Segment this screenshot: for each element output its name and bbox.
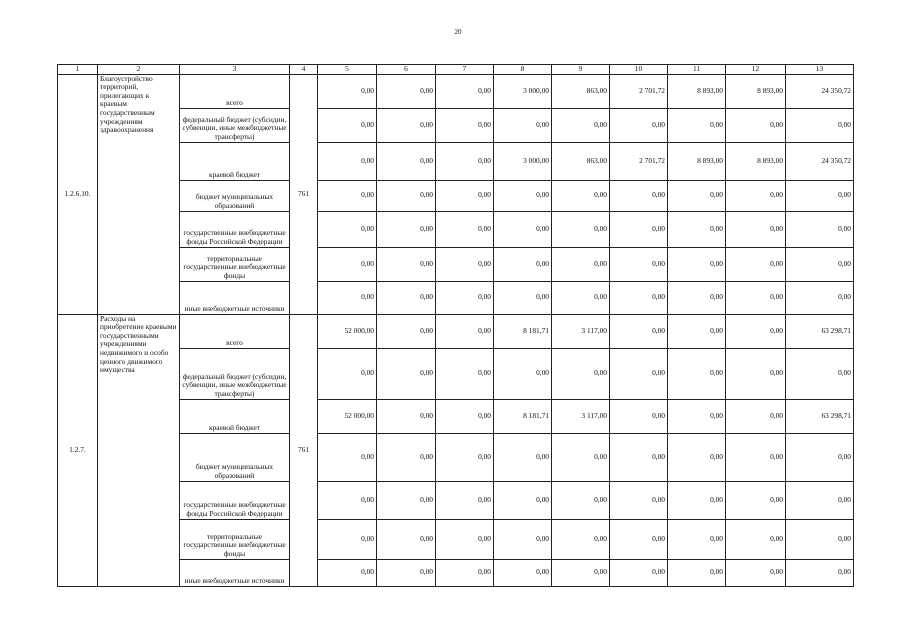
funding-source: территориальные государственные внебюджетные фонды (180, 247, 290, 281)
value-cell: 0,00 (318, 281, 377, 314)
value-cell: 0,00 (610, 211, 668, 247)
column-header: 5 (318, 65, 377, 75)
value-cell: 0,00 (318, 211, 377, 247)
value-cell: 0,00 (494, 433, 552, 481)
value-cell: 0,00 (436, 559, 494, 586)
value-cell: 0,00 (668, 211, 726, 247)
value-cell: 0,00 (318, 519, 377, 559)
value-cell: 0,00 (436, 399, 494, 433)
value-cell: 2 701,72 (610, 142, 668, 180)
column-header: 10 (610, 65, 668, 75)
funding-source: всего (180, 74, 290, 108)
value-cell: 0,00 (377, 74, 436, 108)
value-cell: 0,00 (494, 180, 552, 211)
value-cell: 2 701,72 (610, 74, 668, 108)
value-cell: 0,00 (377, 481, 436, 519)
column-header: 1 (58, 65, 98, 75)
value-cell: 8 181,71 (494, 314, 552, 348)
value-cell: 63 298,71 (786, 314, 854, 348)
section-name: Расходы на приобретение краевыми государственными учреждениями недвижимого и особо ценного движимого имущества (98, 314, 180, 586)
value-cell: 0,00 (436, 247, 494, 281)
value-cell: 0,00 (494, 519, 552, 559)
value-cell: 24 350,72 (786, 142, 854, 180)
value-cell: 0,00 (494, 348, 552, 399)
value-cell: 0,00 (668, 247, 726, 281)
value-cell: 0,00 (318, 142, 377, 180)
funding-source: территориальные государственные внебюджетные фонды (180, 519, 290, 559)
value-cell: 0,00 (610, 559, 668, 586)
value-cell: 0,00 (610, 281, 668, 314)
value-cell: 0,00 (726, 108, 786, 142)
value-cell: 0,00 (552, 481, 610, 519)
value-cell: 0,00 (436, 481, 494, 519)
value-cell: 8 893,00 (668, 74, 726, 108)
funding-source: иные внебюджетные источники (180, 559, 290, 586)
value-cell: 0,00 (377, 314, 436, 348)
value-cell: 0,00 (318, 180, 377, 211)
value-cell: 0,00 (786, 433, 854, 481)
value-cell: 3 000,00 (494, 74, 552, 108)
value-cell: 0,00 (668, 481, 726, 519)
value-cell: 0,00 (377, 433, 436, 481)
value-cell: 0,00 (552, 433, 610, 481)
value-cell: 0,00 (668, 399, 726, 433)
value-cell: 0,00 (668, 433, 726, 481)
value-cell: 0,00 (318, 247, 377, 281)
value-cell: 0,00 (726, 399, 786, 433)
value-cell: 0,00 (726, 559, 786, 586)
column-header: 4 (290, 65, 318, 75)
column-header: 13 (786, 65, 854, 75)
value-cell: 0,00 (377, 281, 436, 314)
value-cell: 0,00 (436, 142, 494, 180)
value-cell: 0,00 (436, 314, 494, 348)
section-code: 1.2.6.10. (58, 74, 98, 314)
value-cell: 0,00 (494, 481, 552, 519)
value-cell: 0,00 (610, 247, 668, 281)
table-row (58, 74, 854, 108)
value-cell: 52 000,00 (318, 399, 377, 433)
value-cell: 0,00 (668, 519, 726, 559)
value-cell: 0,00 (786, 247, 854, 281)
value-cell: 863,00 (552, 74, 610, 108)
column-header: 3 (180, 65, 290, 75)
value-cell: 0,00 (726, 519, 786, 559)
value-cell: 0,00 (494, 211, 552, 247)
value-cell: 0,00 (726, 481, 786, 519)
value-cell: 0,00 (610, 108, 668, 142)
value-cell: 0,00 (552, 519, 610, 559)
value-cell: 52 000,00 (318, 314, 377, 348)
value-cell: 0,00 (786, 519, 854, 559)
value-cell: 0,00 (786, 211, 854, 247)
value-cell: 0,00 (377, 142, 436, 180)
value-cell: 0,00 (552, 211, 610, 247)
value-cell: 0,00 (552, 180, 610, 211)
value-cell: 0,00 (610, 348, 668, 399)
value-cell: 0,00 (786, 180, 854, 211)
value-cell: 0,00 (610, 399, 668, 433)
value-cell: 0,00 (726, 314, 786, 348)
value-cell: 0,00 (668, 348, 726, 399)
value-cell: 0,00 (377, 348, 436, 399)
section-code: 1.2.7. (58, 314, 98, 586)
funding-source: федеральный бюджет (субсидии, субвенции, иные межбюджетные трансферты) (180, 348, 290, 399)
funding-source: государственные внебюджетные фонды Российской Федерации (180, 481, 290, 519)
grbs-code: 761 (290, 74, 318, 314)
value-cell: 0,00 (726, 348, 786, 399)
column-header: 11 (668, 65, 726, 75)
value-cell: 0,00 (552, 348, 610, 399)
funding-source: государственные внебюджетные фонды Российской Федерации (180, 211, 290, 247)
column-number-header-row (58, 65, 854, 75)
value-cell: 0,00 (726, 281, 786, 314)
column-header: 12 (726, 65, 786, 75)
value-cell: 0,00 (436, 108, 494, 142)
value-cell: 8 893,00 (668, 142, 726, 180)
value-cell: 0,00 (668, 180, 726, 211)
value-cell: 0,00 (377, 399, 436, 433)
column-header: 2 (98, 65, 180, 75)
column-header: 6 (377, 65, 436, 75)
value-cell: 3 117,00 (552, 314, 610, 348)
value-cell: 0,00 (436, 211, 494, 247)
section-name: Благоустройство территорий, прилегающих к краевым государственным учреждениям здравоохранения (98, 74, 180, 314)
value-cell: 8 893,00 (726, 74, 786, 108)
budget-table (57, 64, 854, 587)
value-cell: 0,00 (610, 519, 668, 559)
grbs-code: 761 (290, 314, 318, 586)
value-cell: 0,00 (668, 108, 726, 142)
value-cell: 0,00 (786, 481, 854, 519)
value-cell: 0,00 (726, 247, 786, 281)
value-cell: 0,00 (552, 108, 610, 142)
value-cell: 0,00 (610, 481, 668, 519)
page-number: 20 (454, 28, 462, 36)
value-cell: 0,00 (786, 559, 854, 586)
value-cell: 0,00 (494, 559, 552, 586)
funding-source: краевой бюджет (180, 142, 290, 180)
value-cell: 0,00 (726, 180, 786, 211)
value-cell: 0,00 (436, 348, 494, 399)
value-cell: 0,00 (786, 348, 854, 399)
value-cell: 0,00 (436, 433, 494, 481)
value-cell: 24 350,72 (786, 74, 854, 108)
funding-source: иные внебюджетные источники (180, 281, 290, 314)
table-row (58, 314, 854, 348)
value-cell: 3 000,00 (494, 142, 552, 180)
value-cell: 0,00 (436, 519, 494, 559)
funding-source: бюджет муниципальных образований (180, 433, 290, 481)
value-cell: 0,00 (436, 74, 494, 108)
value-cell: 0,00 (318, 348, 377, 399)
value-cell: 0,00 (610, 433, 668, 481)
value-cell: 0,00 (494, 108, 552, 142)
value-cell: 0,00 (668, 314, 726, 348)
value-cell: 0,00 (436, 281, 494, 314)
value-cell: 8 893,00 (726, 142, 786, 180)
value-cell: 63 298,71 (786, 399, 854, 433)
value-cell: 0,00 (786, 281, 854, 314)
value-cell: 0,00 (377, 247, 436, 281)
value-cell: 0,00 (726, 211, 786, 247)
value-cell: 0,00 (377, 108, 436, 142)
value-cell: 0,00 (377, 519, 436, 559)
funding-source: всего (180, 314, 290, 348)
value-cell: 0,00 (552, 247, 610, 281)
value-cell: 0,00 (318, 433, 377, 481)
funding-source: федеральный бюджет (субсидии, субвенции, иные межбюджетные трансферты) (180, 108, 290, 142)
value-cell: 0,00 (318, 74, 377, 108)
value-cell: 0,00 (786, 108, 854, 142)
value-cell: 0,00 (377, 180, 436, 211)
value-cell: 0,00 (494, 247, 552, 281)
column-header: 7 (436, 65, 494, 75)
value-cell: 0,00 (318, 481, 377, 519)
value-cell: 0,00 (377, 211, 436, 247)
value-cell: 0,00 (610, 180, 668, 211)
value-cell: 3 117,00 (552, 399, 610, 433)
value-cell: 0,00 (436, 180, 494, 211)
value-cell: 0,00 (318, 559, 377, 586)
value-cell: 0,00 (318, 108, 377, 142)
column-header: 9 (552, 65, 610, 75)
value-cell: 0,00 (552, 281, 610, 314)
value-cell: 0,00 (552, 559, 610, 586)
value-cell: 0,00 (668, 559, 726, 586)
value-cell: 0,00 (726, 433, 786, 481)
value-cell: 8 181,71 (494, 399, 552, 433)
value-cell: 0,00 (668, 281, 726, 314)
funding-source: краевой бюджет (180, 399, 290, 433)
funding-source: бюджет муниципальных образований (180, 180, 290, 211)
value-cell: 0,00 (494, 281, 552, 314)
column-header: 8 (494, 65, 552, 75)
value-cell: 0,00 (377, 559, 436, 586)
value-cell: 0,00 (610, 314, 668, 348)
value-cell: 863,00 (552, 142, 610, 180)
